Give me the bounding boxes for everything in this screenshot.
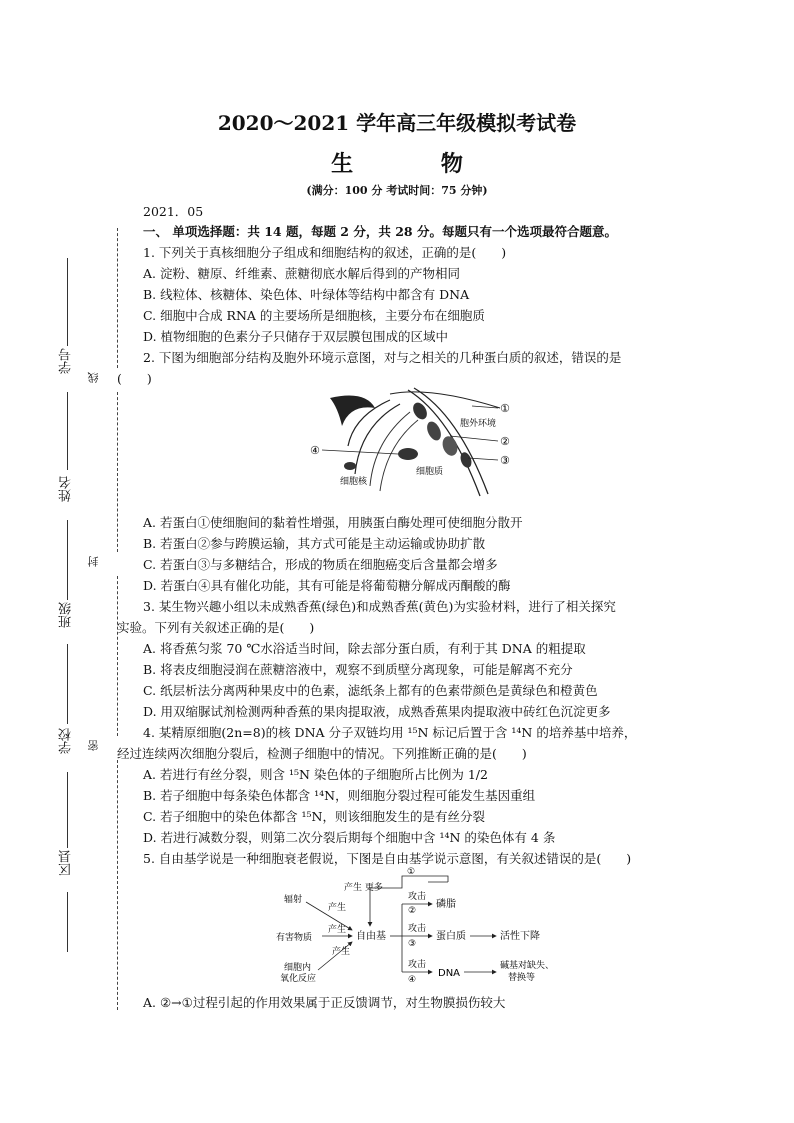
seal-dash-line (117, 760, 118, 1010)
blank-line (67, 258, 68, 346)
circle-1: ① (407, 867, 416, 877)
blank-line (67, 892, 68, 952)
q1-stem: 1. 下列关于真核细胞分子组成和细胞结构的叙述，正确的是( ) (143, 245, 507, 260)
seal-mark: 线 (87, 372, 100, 383)
blank-line (67, 644, 68, 724)
seal-dash-line (117, 228, 118, 368)
blank-line (67, 392, 68, 470)
fig-label-outside: 胞外环境 (460, 419, 497, 429)
q2-option-b: B. 若蛋白②参与跨膜运输，其方式可能是主动运输或协助扩散 (143, 536, 486, 551)
name-label: 姓名 (59, 476, 74, 502)
activity-down-label: 活性下降 (500, 931, 540, 942)
q4-option-b: B. 若子细胞中每条染色体都含 ¹⁴N，则细胞分裂过程可能发生基因重组 (143, 788, 536, 803)
student-id-label: 学号 (59, 348, 74, 374)
produce-label-3: 产生 (332, 947, 351, 957)
base-change-label-2: 替换等 (508, 973, 536, 983)
internal-label-2: 氧化反应 (280, 974, 317, 984)
q3-stem: 3. 某生物兴趣小组以未成熟香蕉(绿色)和成熟香蕉(黄色)为实验材料，进行了相关探究 (143, 599, 616, 614)
q4-option-d: D. 若进行减数分裂，则第二次分裂后期每个细胞中含 ¹⁴N 的染色体有 4 条 (143, 830, 556, 845)
blank-line (67, 520, 68, 600)
harmful-label: 有害物质 (276, 933, 313, 943)
q3-option-c: C. 纸层析法分离两种果皮中的色素，滤纸条上都有的色素带颜色是黄绿色和橙黄色 (143, 683, 598, 698)
fig-label-2: ② (500, 435, 510, 448)
q5-stem: 5. 自由基学说是一种细胞衰老假说，下图是自由基学说示意图，有关叙述错误的是( ) (143, 851, 632, 866)
q2-stem: 2. 下图为细胞部分结构及胞外环境示意图，对与之相关的几种蛋白质的叙述，错误的是 (143, 350, 622, 365)
q2-stem-bracket: ( ) (117, 371, 152, 386)
circle-3: ③ (408, 939, 417, 949)
produce-label-1: 产生 (328, 903, 347, 913)
seal-mark: 密 (87, 740, 100, 751)
fig-label-1: ① (500, 402, 510, 415)
q4-option-c: C. 若子细胞中的染色体都含 ¹⁵N，则该细胞发生的是有丝分裂 (143, 809, 485, 824)
q4-stem-cont: 经过连续两次细胞分裂后，检测子细胞中的情况。下列推断正确的是( ) (117, 746, 527, 761)
q2-option-d: D. 若蛋白④具有催化功能，其有可能是将葡萄糖分解成丙酮酸的酶 (143, 578, 511, 593)
fig-label-4: ④ (310, 444, 320, 457)
circle-2: ② (408, 906, 417, 916)
section-heading: 一、 单项选择题：共 14 题，每题 2 分，共 28 分。每题只有一个选项最符合题意。 (143, 224, 617, 239)
q1-option-c: C. 细胞中合成 RNA 的主要场所是细胞核，主要分布在细胞质 (143, 308, 485, 323)
q4-option-a: A. 若进行有丝分裂，则含 ¹⁵N 染色体的子细胞所占比例为 1/2 (143, 767, 488, 782)
phospholipid-label: 磷脂 (436, 899, 456, 910)
score-info: (满分：100 分 考试时间：75 分钟) (306, 184, 488, 197)
q3-option-b: B. 将表皮细胞浸润在蔗糖溶液中，观察不到质壁分离现象，可能是解离不充分 (143, 662, 573, 677)
class-label: 班级 (59, 602, 74, 628)
subject-title: 生 物 (331, 151, 503, 177)
school-label: 学校 (59, 728, 74, 754)
exam-date: 2021．05 (143, 204, 204, 219)
produce-more-label: 产生 更多 (344, 883, 383, 893)
fig-label-3: ③ (500, 454, 510, 467)
attack-label-3: 攻击 (408, 960, 427, 970)
nucleus-shade (330, 396, 375, 426)
q3-stem-cont: 实验。下列有关叙述正确的是( ) (117, 620, 315, 635)
seal-dash-line (117, 576, 118, 736)
q1-option-b: B. 线粒体、核糖体、染色体、叶绿体等结构中都含有 DNA (143, 287, 470, 302)
q5-option-a: A. ②→①过程引起的作用效果属于正反馈调节，对生物膜损伤较大 (143, 995, 506, 1010)
q4-stem: 4. 某精原细胞(2n=8)的核 DNA 分子双链均用 ¹⁵N 标记后置于含 ¹⁴N 的培养基中培养， (143, 725, 637, 740)
seal-dash-line (117, 392, 118, 552)
fig-label-nucleus: 细胞核 (340, 477, 368, 487)
q1-option-a: A. 淀粉、糖原、纤维素、蔗糖彻底水解后得到的产物相同 (143, 266, 460, 281)
q2-option-a: A. 若蛋白①使细胞间的黏着性增强，用胰蛋白酶处理可使细胞分散开 (143, 515, 523, 530)
attack-label-2: 攻击 (408, 924, 427, 934)
cell-structure-figure (300, 386, 530, 506)
protein-label: 蛋白质 (436, 931, 466, 942)
radiation-label: 辐射 (284, 895, 303, 905)
blank-line (67, 772, 68, 848)
circle-4: ④ (408, 975, 417, 985)
district-label: 区县 (59, 850, 74, 876)
free-radical-figure (270, 866, 600, 990)
q2-option-c: C. 若蛋白③与多糖结合，形成的物质在细胞癌变后含量都会增多 (143, 557, 498, 572)
q1-option-d: D. 植物细胞的色素分子只储存于双层膜包围成的区域中 (143, 329, 449, 344)
q3-option-a: A. 将香蕉匀浆 70 ℃水浴适当时间，除去部分蛋白质，有利于其 DNA 的粗提取 (143, 641, 586, 656)
internal-label-1: 细胞内 (284, 963, 312, 973)
free-radical-label: 自由基 (356, 931, 386, 942)
q3-option-d: D. 用双缩脲试剂检测两种香蕉的果肉提取液，成熟香蕉果肉提取液中砖红色沉淀更多 (143, 704, 611, 719)
base-change-label-1: 碱基对缺失、 (500, 961, 555, 971)
dna-label: DNA (438, 968, 461, 979)
seal-mark: 封 (87, 556, 100, 567)
attack-label-1: 攻击 (408, 892, 427, 902)
fig-label-cytoplasm: 细胞质 (416, 467, 444, 477)
produce-label-2: 产生 (328, 925, 347, 935)
exam-title: 2020～2021 学年高三年级模拟考试卷 (217, 111, 577, 135)
